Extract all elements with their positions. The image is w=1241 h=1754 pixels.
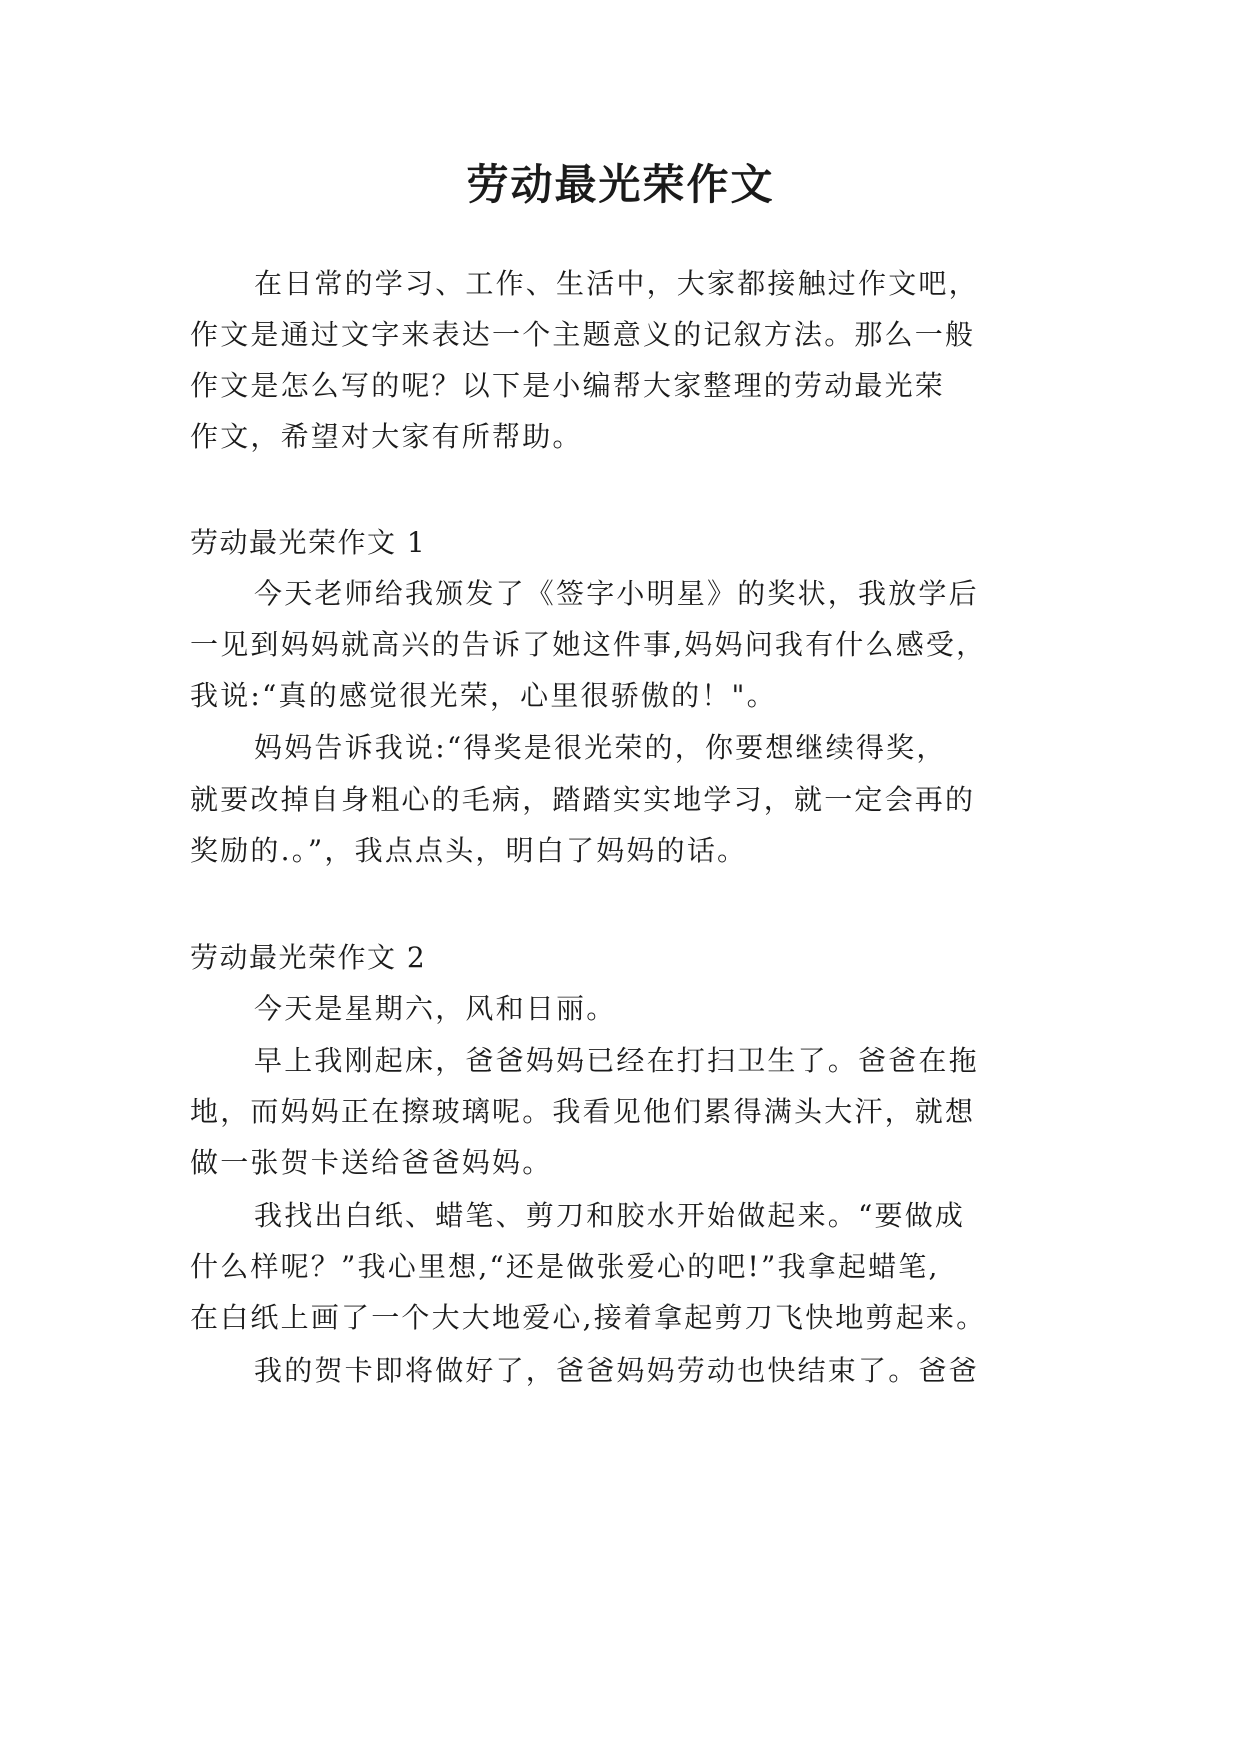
text-line: 在白纸上画了一个大大地爱心,接着拿起剪刀飞快地剪起来。 bbox=[190, 1301, 987, 1334]
section-heading: 劳动最光荣作文 1 bbox=[190, 526, 427, 559]
text-line: 作文是怎么写的呢？以下是小编帮大家整理的劳动最光荣 bbox=[190, 369, 946, 402]
page-title: 劳动最光荣作文 bbox=[466, 160, 775, 209]
text-line: 作文，希望对大家有所帮助。 bbox=[190, 420, 583, 453]
text-line: 一见到妈妈就高兴的告诉了她这件事,妈妈问我有什么感受， bbox=[190, 628, 987, 661]
section-heading: 劳动最光荣作文 2 bbox=[190, 941, 427, 974]
text-line: 作文是通过文字来表达一个主题意义的记叙方法。那么一般 bbox=[190, 318, 976, 351]
text-line: 在日常的学习、工作、生活中，大家都接触过作文吧， bbox=[254, 267, 979, 300]
text-line: 妈妈告诉我说:“得奖是很光荣的，你要想继续得奖， bbox=[254, 731, 947, 764]
text-line: 什么样呢？”我心里想,“还是做张爱心的吧!”我拿起蜡笔, bbox=[190, 1250, 940, 1283]
text-line: 就要改掉自身粗心的毛病，踏踏实实地学习，就一定会再的 bbox=[190, 783, 976, 816]
text-line: 地，而妈妈正在擦玻璃呢。我看见他们累得满头大汗，就想 bbox=[190, 1095, 976, 1128]
text-line: 做一张贺卡送给爸爸妈妈。 bbox=[190, 1146, 553, 1179]
text-line: 我找出白纸、蜡笔、剪刀和胶水开始做起来。“要做成 bbox=[254, 1199, 966, 1232]
text-line: 我的贺卡即将做好了，爸爸妈妈劳动也快结束了。爸爸 bbox=[254, 1354, 979, 1387]
text-line: 早上我刚起床，爸爸妈妈已经在打扫卫生了。爸爸在拖 bbox=[254, 1044, 979, 1077]
text-line: 我说:“真的感觉很光荣，心里很骄傲的！"。 bbox=[190, 679, 777, 712]
text-line: 今天老师给我颁发了《签字小明星》的奖状，我放学后 bbox=[254, 577, 979, 610]
text-line: 今天是星期六，风和日丽。 bbox=[254, 992, 617, 1025]
text-line: 奖励的.。”，我点点头，明白了妈妈的话。 bbox=[190, 834, 748, 867]
